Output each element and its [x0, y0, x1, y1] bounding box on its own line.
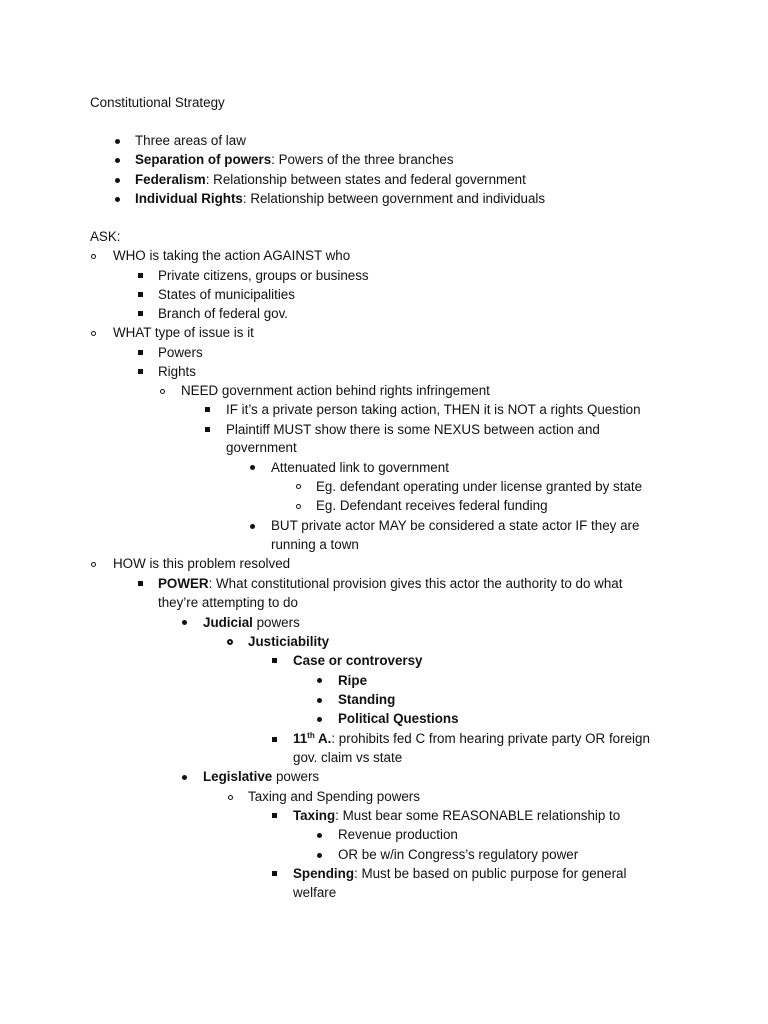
intro-item: Separation of powers: Powers of the three branches: [135, 152, 454, 167]
but-text-cont: running a town: [271, 537, 359, 552]
case-item: Standing: [338, 692, 396, 707]
nexus-text-cont: government: [226, 440, 297, 455]
what-item: Rights: [158, 364, 196, 379]
intro-item: Federalism: Relationship between states and federal government: [135, 172, 526, 187]
taxing-item: OR be w/in Congress’s regulatory power: [338, 847, 579, 862]
square-bullet-icon: [138, 369, 143, 374]
nexus-text: Plaintiff MUST show there is some NEXUS between action and: [226, 422, 600, 437]
taxing-item: Revenue production: [338, 827, 458, 842]
square-bullet-icon: [272, 871, 277, 876]
square-bullet-icon: [272, 813, 277, 818]
bullet-icon: [317, 833, 322, 838]
how-label: HOW is this problem resolved: [113, 556, 291, 571]
taxing-text: Taxing: Must bear some REASONABLE relationship to: [293, 808, 621, 823]
bullet-icon: [115, 158, 120, 163]
spending-text-cont: welfare: [293, 885, 337, 900]
what-item: Powers: [158, 345, 203, 360]
square-bullet-icon: [138, 350, 143, 355]
square-bullet-icon: [205, 427, 210, 432]
example-text: Eg. defendant operating under license granted by state: [316, 479, 643, 494]
page-title: Constitutional Strategy: [90, 95, 225, 110]
circle-bullet-icon: [227, 639, 233, 645]
who-item: Private citizens, groups or business: [158, 268, 369, 283]
circle-bullet-icon: [91, 331, 96, 336]
spending-text: Spending: Must be based on public purpose for general: [293, 866, 627, 881]
square-bullet-icon: [272, 737, 277, 742]
square-bullet-icon: [138, 273, 143, 278]
bullet-icon: [182, 775, 187, 780]
eleventh-text: 11th A.: prohibits fed C from hearing private party OR foreign: [293, 731, 650, 746]
bullet-icon: [317, 678, 322, 683]
square-bullet-icon: [138, 311, 143, 316]
if-private-text: IF it’s a private person taking action, THEN it is NOT a rights Question: [226, 402, 641, 417]
what-label: WHAT type of issue is it: [113, 325, 254, 340]
circle-bullet-icon: [296, 504, 301, 509]
judicial-text: Judicial powers: [203, 615, 300, 630]
ask-label: ASK:: [90, 229, 121, 244]
power-text: POWER: What constitutional provision gives this actor the authority to do what: [158, 576, 623, 591]
bullet-icon: [250, 465, 255, 470]
square-bullet-icon: [272, 658, 277, 663]
case-text: Case or controversy: [293, 653, 423, 668]
who-item: Branch of federal gov.: [158, 306, 289, 321]
intro-item: Individual Rights: Relationship between government and individuals: [135, 191, 546, 206]
square-bullet-icon: [138, 581, 143, 586]
bullet-icon: [317, 717, 322, 722]
legislative-text: Legislative powers: [203, 769, 320, 784]
circle-bullet-icon: [91, 254, 96, 259]
who-label: WHO is taking the action AGAINST who: [113, 248, 351, 263]
bullet-icon: [317, 698, 322, 703]
eleventh-text-cont: gov. claim vs state: [293, 750, 403, 765]
case-item: Political Questions: [338, 711, 459, 726]
bullet-icon: [182, 620, 187, 625]
bullet-icon: [115, 139, 120, 144]
who-item: States of municipalities: [158, 287, 295, 302]
power-text-cont: they’re attempting to do: [158, 595, 298, 610]
bullet-icon: [250, 524, 255, 529]
bullet-icon: [115, 197, 120, 202]
justiciability-text: Justiciability: [248, 634, 330, 649]
circle-bullet-icon: [296, 484, 301, 489]
tax-spend-text: Taxing and Spending powers: [248, 789, 420, 804]
circle-bullet-icon: [160, 389, 165, 394]
attenuated-text: Attenuated link to government: [271, 460, 449, 475]
example-text: Eg. Defendant receives federal funding: [316, 498, 548, 513]
case-item: Ripe: [338, 673, 368, 688]
but-text: BUT private actor MAY be considered a state actor IF they are: [271, 518, 640, 533]
need-text: NEED government action behind rights infringement: [181, 383, 490, 398]
square-bullet-icon: [205, 407, 210, 412]
circle-bullet-icon: [228, 795, 233, 800]
square-bullet-icon: [138, 292, 143, 297]
bullet-icon: [115, 178, 120, 183]
bullet-icon: [317, 853, 322, 858]
intro-item: Three areas of law: [135, 133, 246, 148]
circle-bullet-icon: [91, 562, 96, 567]
